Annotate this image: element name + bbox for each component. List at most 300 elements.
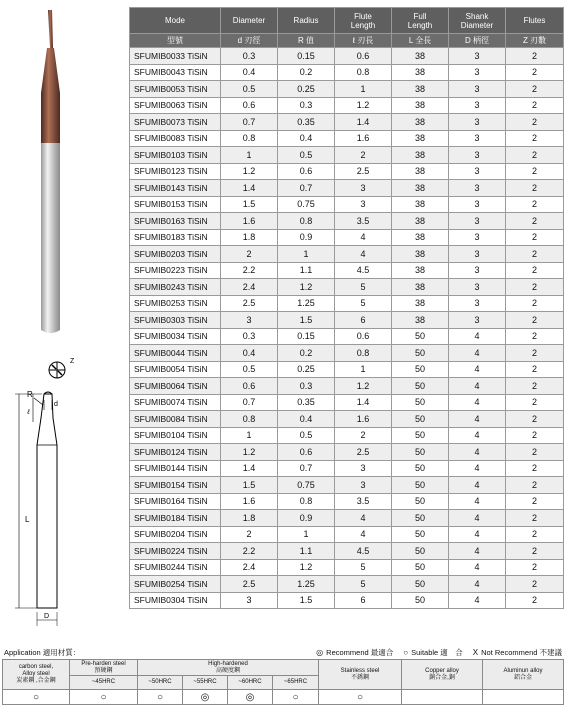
circle-icon: ○ bbox=[403, 648, 409, 657]
value-cell: 2 bbox=[506, 262, 564, 279]
value-cell: 0.25 bbox=[278, 81, 335, 98]
value-cell: 38 bbox=[392, 180, 449, 197]
subheader-radius: R 值 bbox=[278, 34, 335, 48]
value-cell: 1.2 bbox=[335, 378, 392, 395]
value-cell: 0.8 bbox=[278, 213, 335, 230]
value-cell: 3 bbox=[449, 196, 506, 213]
value-cell: 0.5 bbox=[221, 81, 278, 98]
value-cell: 3 bbox=[449, 114, 506, 131]
table-row bbox=[130, 130, 564, 147]
value-cell: 50 bbox=[392, 427, 449, 444]
value-cell: 1.5 bbox=[278, 592, 335, 609]
value-cell: 1.6 bbox=[335, 130, 392, 147]
value-cell: 0.7 bbox=[278, 460, 335, 477]
value-cell: 3 bbox=[335, 460, 392, 477]
value-cell: 0.6 bbox=[221, 97, 278, 114]
value-cell: 0.3 bbox=[278, 378, 335, 395]
value-cell: 0.4 bbox=[221, 345, 278, 362]
mark-65hrc: ○ bbox=[273, 690, 319, 705]
value-cell: 2 bbox=[506, 114, 564, 131]
value-cell: 3 bbox=[449, 147, 506, 164]
range-60hrc: ~60HRC bbox=[228, 676, 273, 690]
model-cell: SFUMIB0073 TiSiN bbox=[130, 114, 221, 131]
value-cell: 0.8 bbox=[335, 345, 392, 362]
value-cell: 1 bbox=[278, 246, 335, 263]
value-cell: 2 bbox=[506, 378, 564, 395]
table-row bbox=[130, 81, 564, 98]
value-cell: 0.8 bbox=[221, 411, 278, 428]
value-cell: 0.35 bbox=[278, 394, 335, 411]
value-cell: 2 bbox=[506, 147, 564, 164]
value-cell: 3.5 bbox=[335, 213, 392, 230]
value-cell: 38 bbox=[392, 312, 449, 329]
value-cell: 2 bbox=[506, 312, 564, 329]
table-row bbox=[130, 411, 564, 428]
value-cell: 4 bbox=[449, 460, 506, 477]
model-cell: SFUMIB0244 TiSiN bbox=[130, 559, 221, 576]
material-carbon: carbon steel, Alloy steel 炭素鋼 ,合金鋼 bbox=[3, 660, 70, 690]
model-cell: SFUMIB0223 TiSiN bbox=[130, 262, 221, 279]
model-cell: SFUMIB0304 TiSiN bbox=[130, 592, 221, 609]
table-row bbox=[130, 48, 564, 65]
table-row bbox=[130, 460, 564, 477]
value-cell: 1.2 bbox=[278, 559, 335, 576]
application-marks-row bbox=[3, 690, 564, 705]
table-row bbox=[130, 279, 564, 296]
value-cell: 1.5 bbox=[221, 196, 278, 213]
value-cell: 38 bbox=[392, 114, 449, 131]
value-cell: 1.6 bbox=[335, 411, 392, 428]
table-row bbox=[130, 394, 564, 411]
value-cell: 1 bbox=[335, 81, 392, 98]
value-cell: 0.9 bbox=[278, 229, 335, 246]
value-cell: 4 bbox=[449, 493, 506, 510]
value-cell: 2 bbox=[506, 328, 564, 345]
value-cell: 2.2 bbox=[221, 543, 278, 560]
table-row bbox=[130, 229, 564, 246]
value-cell: 50 bbox=[392, 345, 449, 362]
col-header-radius: Radius bbox=[278, 8, 335, 34]
value-cell: 4 bbox=[449, 328, 506, 345]
value-cell: 5 bbox=[335, 576, 392, 593]
value-cell: 0.5 bbox=[278, 147, 335, 164]
material-high-hardened: High-hardened 高硬度鋼 bbox=[138, 660, 319, 676]
table-row bbox=[130, 213, 564, 230]
col-header-full-length: Full Length bbox=[392, 8, 449, 34]
model-cell: SFUMIB0053 TiSiN bbox=[130, 81, 221, 98]
table-row bbox=[130, 576, 564, 593]
value-cell: 5 bbox=[335, 295, 392, 312]
value-cell: 38 bbox=[392, 163, 449, 180]
table-row bbox=[130, 477, 564, 494]
value-cell: 1 bbox=[335, 361, 392, 378]
value-cell: 38 bbox=[392, 81, 449, 98]
value-cell: 2 bbox=[506, 576, 564, 593]
model-cell: SFUMIB0123 TiSiN bbox=[130, 163, 221, 180]
value-cell: 2 bbox=[335, 427, 392, 444]
value-cell: 2.5 bbox=[335, 163, 392, 180]
value-cell: 1.1 bbox=[278, 262, 335, 279]
value-cell: 2 bbox=[506, 361, 564, 378]
value-cell: 2.4 bbox=[221, 559, 278, 576]
subheader-diameter: d 刃徑 bbox=[221, 34, 278, 48]
end-mill-drawing bbox=[0, 350, 120, 630]
material-copper: Copper alloy 銅合金,銅 bbox=[402, 660, 483, 690]
value-cell: 1.25 bbox=[278, 295, 335, 312]
model-cell: SFUMIB0054 TiSiN bbox=[130, 361, 221, 378]
model-cell: SFUMIB0034 TiSiN bbox=[130, 328, 221, 345]
model-cell: SFUMIB0243 TiSiN bbox=[130, 279, 221, 296]
value-cell: 2.5 bbox=[335, 444, 392, 461]
z-label: Z bbox=[70, 358, 75, 365]
value-cell: 3 bbox=[449, 97, 506, 114]
value-cell: 0.4 bbox=[278, 130, 335, 147]
subheader-model: 型號 bbox=[130, 34, 221, 48]
value-cell: 1 bbox=[221, 147, 278, 164]
value-cell: 2 bbox=[506, 180, 564, 197]
value-cell: 38 bbox=[392, 64, 449, 81]
value-cell: 50 bbox=[392, 411, 449, 428]
material-preharden: Pre-harden steel 預硬鋼 bbox=[70, 660, 138, 676]
value-cell: 0.75 bbox=[278, 196, 335, 213]
value-cell: 2 bbox=[506, 592, 564, 609]
table-row bbox=[130, 378, 564, 395]
value-cell: 4 bbox=[449, 361, 506, 378]
value-cell: 4 bbox=[449, 543, 506, 560]
value-cell: 3 bbox=[449, 180, 506, 197]
value-cell: 2 bbox=[506, 81, 564, 98]
value-cell: 2 bbox=[506, 229, 564, 246]
value-cell: 3 bbox=[449, 229, 506, 246]
model-cell: SFUMIB0253 TiSiN bbox=[130, 295, 221, 312]
value-cell: 3.5 bbox=[335, 493, 392, 510]
value-cell: 2 bbox=[506, 411, 564, 428]
model-cell: SFUMIB0204 TiSiN bbox=[130, 526, 221, 543]
subheader-flutes: Z 刃數 bbox=[506, 34, 564, 48]
value-cell: 50 bbox=[392, 460, 449, 477]
value-cell: 2 bbox=[506, 295, 564, 312]
value-cell: 38 bbox=[392, 48, 449, 65]
value-cell: 4 bbox=[449, 345, 506, 362]
model-cell: SFUMIB0154 TiSiN bbox=[130, 477, 221, 494]
range-65hrc: ~65HRC bbox=[273, 676, 319, 690]
model-cell: SFUMIB0143 TiSiN bbox=[130, 180, 221, 197]
value-cell: 4 bbox=[449, 592, 506, 609]
legend-suitable: ○ Suitable 適 合 bbox=[403, 648, 463, 657]
value-cell: 3 bbox=[335, 196, 392, 213]
value-cell: 1.4 bbox=[221, 180, 278, 197]
shank-diameter-label: D bbox=[44, 613, 50, 620]
model-cell: SFUMIB0103 TiSiN bbox=[130, 147, 221, 164]
value-cell: 2 bbox=[506, 130, 564, 147]
value-cell: 2 bbox=[506, 213, 564, 230]
value-cell: 3 bbox=[449, 81, 506, 98]
value-cell: 3 bbox=[221, 312, 278, 329]
model-cell: SFUMIB0183 TiSiN bbox=[130, 229, 221, 246]
value-cell: 50 bbox=[392, 394, 449, 411]
value-cell: 2 bbox=[506, 493, 564, 510]
value-cell: 3 bbox=[449, 295, 506, 312]
value-cell: 2.4 bbox=[221, 279, 278, 296]
value-cell: 0.7 bbox=[221, 394, 278, 411]
value-cell: 38 bbox=[392, 147, 449, 164]
value-cell: 50 bbox=[392, 493, 449, 510]
mark-60hrc: ◎ bbox=[228, 690, 273, 705]
value-cell: 2 bbox=[506, 526, 564, 543]
table-row bbox=[130, 64, 564, 81]
table-row bbox=[130, 328, 564, 345]
value-cell: 1.2 bbox=[221, 444, 278, 461]
value-cell: 0.4 bbox=[221, 64, 278, 81]
value-cell: 3 bbox=[449, 213, 506, 230]
value-cell: 2 bbox=[506, 543, 564, 560]
model-cell: SFUMIB0144 TiSiN bbox=[130, 460, 221, 477]
value-cell: 0.4 bbox=[278, 411, 335, 428]
value-cell: 0.75 bbox=[278, 477, 335, 494]
value-cell: 0.6 bbox=[335, 328, 392, 345]
value-cell: 38 bbox=[392, 130, 449, 147]
value-cell: 3 bbox=[335, 180, 392, 197]
value-cell: 4 bbox=[335, 510, 392, 527]
model-cell: SFUMIB0033 TiSiN bbox=[130, 48, 221, 65]
value-cell: 4 bbox=[449, 477, 506, 494]
value-cell: 4 bbox=[449, 444, 506, 461]
value-cell: 4 bbox=[449, 427, 506, 444]
value-cell: 3 bbox=[449, 312, 506, 329]
value-cell: 1.8 bbox=[221, 510, 278, 527]
legend bbox=[316, 647, 562, 658]
value-cell: 3 bbox=[449, 279, 506, 296]
end-view-symbol bbox=[49, 362, 65, 378]
subheader-row bbox=[130, 34, 564, 48]
model-cell: SFUMIB0063 TiSiN bbox=[130, 97, 221, 114]
x-icon: X bbox=[472, 648, 479, 657]
model-cell: SFUMIB0064 TiSiN bbox=[130, 378, 221, 395]
mark-copper bbox=[402, 690, 483, 705]
value-cell: 2 bbox=[506, 345, 564, 362]
model-cell: SFUMIB0124 TiSiN bbox=[130, 444, 221, 461]
value-cell: 50 bbox=[392, 477, 449, 494]
table-row bbox=[130, 147, 564, 164]
col-header-shank-diameter: Shank Diameter bbox=[449, 8, 506, 34]
value-cell: 5 bbox=[335, 559, 392, 576]
model-cell: SFUMIB0224 TiSiN bbox=[130, 543, 221, 560]
value-cell: 50 bbox=[392, 576, 449, 593]
model-cell: SFUMIB0104 TiSiN bbox=[130, 427, 221, 444]
legend-recommend: ◎ Recommend 最適合 bbox=[316, 648, 394, 657]
mark-50hrc: ○ bbox=[138, 690, 183, 705]
value-cell: 38 bbox=[392, 213, 449, 230]
value-cell: 2 bbox=[506, 510, 564, 527]
value-cell: 2 bbox=[506, 444, 564, 461]
value-cell: 0.3 bbox=[278, 97, 335, 114]
value-cell: 50 bbox=[392, 328, 449, 345]
mark-preharden: ○ bbox=[70, 690, 138, 705]
value-cell: 0.6 bbox=[335, 48, 392, 65]
model-cell: SFUMIB0163 TiSiN bbox=[130, 213, 221, 230]
value-cell: 50 bbox=[392, 444, 449, 461]
value-cell: 1.25 bbox=[278, 576, 335, 593]
value-cell: 6 bbox=[335, 312, 392, 329]
value-cell: 0.5 bbox=[278, 427, 335, 444]
value-cell: 2 bbox=[506, 196, 564, 213]
value-cell: 1.8 bbox=[221, 229, 278, 246]
value-cell: 1 bbox=[221, 427, 278, 444]
table-row bbox=[130, 493, 564, 510]
table-row bbox=[130, 510, 564, 527]
value-cell: 2 bbox=[506, 48, 564, 65]
model-cell: SFUMIB0074 TiSiN bbox=[130, 394, 221, 411]
value-cell: 4 bbox=[449, 510, 506, 527]
subheader-shank-diameter: D 柄徑 bbox=[449, 34, 506, 48]
value-cell: 1.2 bbox=[278, 279, 335, 296]
value-cell: 3 bbox=[449, 48, 506, 65]
value-cell: 2 bbox=[506, 97, 564, 114]
application-header-row bbox=[3, 660, 564, 676]
value-cell: 4.5 bbox=[335, 262, 392, 279]
value-cell: 3 bbox=[449, 262, 506, 279]
value-cell: 2 bbox=[335, 147, 392, 164]
range-55hrc: ~55HRC bbox=[183, 676, 228, 690]
table-row bbox=[130, 262, 564, 279]
value-cell: 4 bbox=[449, 378, 506, 395]
value-cell: 50 bbox=[392, 592, 449, 609]
model-cell: SFUMIB0083 TiSiN bbox=[130, 130, 221, 147]
value-cell: 4 bbox=[335, 229, 392, 246]
model-cell: SFUMIB0043 TiSiN bbox=[130, 64, 221, 81]
model-cell: SFUMIB0153 TiSiN bbox=[130, 196, 221, 213]
spec-table-body bbox=[130, 48, 564, 609]
table-row bbox=[130, 180, 564, 197]
col-header-mode: Mode bbox=[130, 8, 221, 34]
value-cell: 3 bbox=[449, 130, 506, 147]
value-cell: 1.2 bbox=[221, 163, 278, 180]
value-cell: 38 bbox=[392, 196, 449, 213]
value-cell: 50 bbox=[392, 361, 449, 378]
value-cell: 0.6 bbox=[278, 444, 335, 461]
value-cell: 5 bbox=[335, 279, 392, 296]
value-cell: 2 bbox=[506, 477, 564, 494]
value-cell: 4 bbox=[335, 526, 392, 543]
value-cell: 50 bbox=[392, 559, 449, 576]
value-cell: 1.5 bbox=[221, 477, 278, 494]
value-cell: 2.5 bbox=[221, 576, 278, 593]
model-cell: SFUMIB0044 TiSiN bbox=[130, 345, 221, 362]
value-cell: 2 bbox=[506, 163, 564, 180]
model-cell: SFUMIB0084 TiSiN bbox=[130, 411, 221, 428]
range-50hrc: ~50HRC bbox=[138, 676, 183, 690]
value-cell: 1 bbox=[278, 526, 335, 543]
value-cell: 38 bbox=[392, 246, 449, 263]
value-cell: 0.9 bbox=[278, 510, 335, 527]
table-row bbox=[130, 361, 564, 378]
model-cell: SFUMIB0164 TiSiN bbox=[130, 493, 221, 510]
full-length-label: L bbox=[25, 515, 30, 524]
value-cell: 4 bbox=[449, 394, 506, 411]
value-cell: 38 bbox=[392, 295, 449, 312]
value-cell: 38 bbox=[392, 262, 449, 279]
value-cell: 4 bbox=[335, 246, 392, 263]
value-cell: 0.8 bbox=[278, 493, 335, 510]
diameter-label: d bbox=[54, 401, 58, 408]
value-cell: 1.4 bbox=[335, 394, 392, 411]
table-row bbox=[130, 312, 564, 329]
value-cell: 2.5 bbox=[221, 295, 278, 312]
subheader-full-length: L 全長 bbox=[392, 34, 449, 48]
value-cell: 0.15 bbox=[278, 48, 335, 65]
value-cell: 0.25 bbox=[278, 361, 335, 378]
radius-label: R bbox=[27, 390, 33, 399]
value-cell: 0.6 bbox=[278, 163, 335, 180]
table-row bbox=[130, 543, 564, 560]
col-header-flute-length: Flute Length bbox=[335, 8, 392, 34]
table-row bbox=[130, 295, 564, 312]
value-cell: 2 bbox=[506, 460, 564, 477]
mark-aluminum bbox=[483, 690, 564, 705]
value-cell: 0.3 bbox=[221, 328, 278, 345]
subheader-flute-length: ℓ 刃長 bbox=[335, 34, 392, 48]
value-cell: 2 bbox=[221, 526, 278, 543]
value-cell: 2 bbox=[506, 246, 564, 263]
value-cell: 1.5 bbox=[278, 312, 335, 329]
value-cell: 2 bbox=[221, 246, 278, 263]
value-cell: 0.3 bbox=[221, 48, 278, 65]
value-cell: 1.2 bbox=[335, 97, 392, 114]
value-cell: 1.4 bbox=[221, 460, 278, 477]
value-cell: 0.5 bbox=[221, 361, 278, 378]
value-cell: 0.7 bbox=[278, 180, 335, 197]
table-row bbox=[130, 246, 564, 263]
value-cell: 4 bbox=[449, 576, 506, 593]
value-cell: 1.6 bbox=[221, 493, 278, 510]
mark-carbon: ○ bbox=[3, 690, 70, 705]
value-cell: 2 bbox=[506, 427, 564, 444]
value-cell: 50 bbox=[392, 543, 449, 560]
legend-not-recommend: X Not Recommend 不建議 bbox=[472, 648, 562, 657]
value-cell: 3 bbox=[221, 592, 278, 609]
model-cell: SFUMIB0254 TiSiN bbox=[130, 576, 221, 593]
application-title: Application 適用材質： bbox=[4, 648, 81, 657]
table-row bbox=[130, 114, 564, 131]
value-cell: 4 bbox=[449, 559, 506, 576]
value-cell: 3 bbox=[335, 477, 392, 494]
table-row bbox=[130, 444, 564, 461]
application-header bbox=[4, 645, 562, 659]
value-cell: 0.15 bbox=[278, 328, 335, 345]
value-cell: 38 bbox=[392, 97, 449, 114]
value-cell: 2 bbox=[506, 279, 564, 296]
value-cell: 0.35 bbox=[278, 114, 335, 131]
range-preharden: ~45HRC bbox=[70, 676, 138, 690]
value-cell: 0.2 bbox=[278, 64, 335, 81]
table-row bbox=[130, 97, 564, 114]
value-cell: 3 bbox=[449, 246, 506, 263]
double-circle-icon: ◎ bbox=[316, 648, 324, 657]
value-cell: 1.4 bbox=[335, 114, 392, 131]
value-cell: 0.8 bbox=[335, 64, 392, 81]
value-cell: 1.1 bbox=[278, 543, 335, 560]
value-cell: 0.7 bbox=[221, 114, 278, 131]
col-header-diameter: Diameter bbox=[221, 8, 278, 34]
material-aluminum: Aluminun alloy 鋁合金 bbox=[483, 660, 564, 690]
value-cell: 6 bbox=[335, 592, 392, 609]
table-row bbox=[130, 196, 564, 213]
value-cell: 0.8 bbox=[221, 130, 278, 147]
value-cell: 50 bbox=[392, 510, 449, 527]
value-cell: 3 bbox=[449, 163, 506, 180]
value-cell: 3 bbox=[449, 64, 506, 81]
model-cell: SFUMIB0203 TiSiN bbox=[130, 246, 221, 263]
